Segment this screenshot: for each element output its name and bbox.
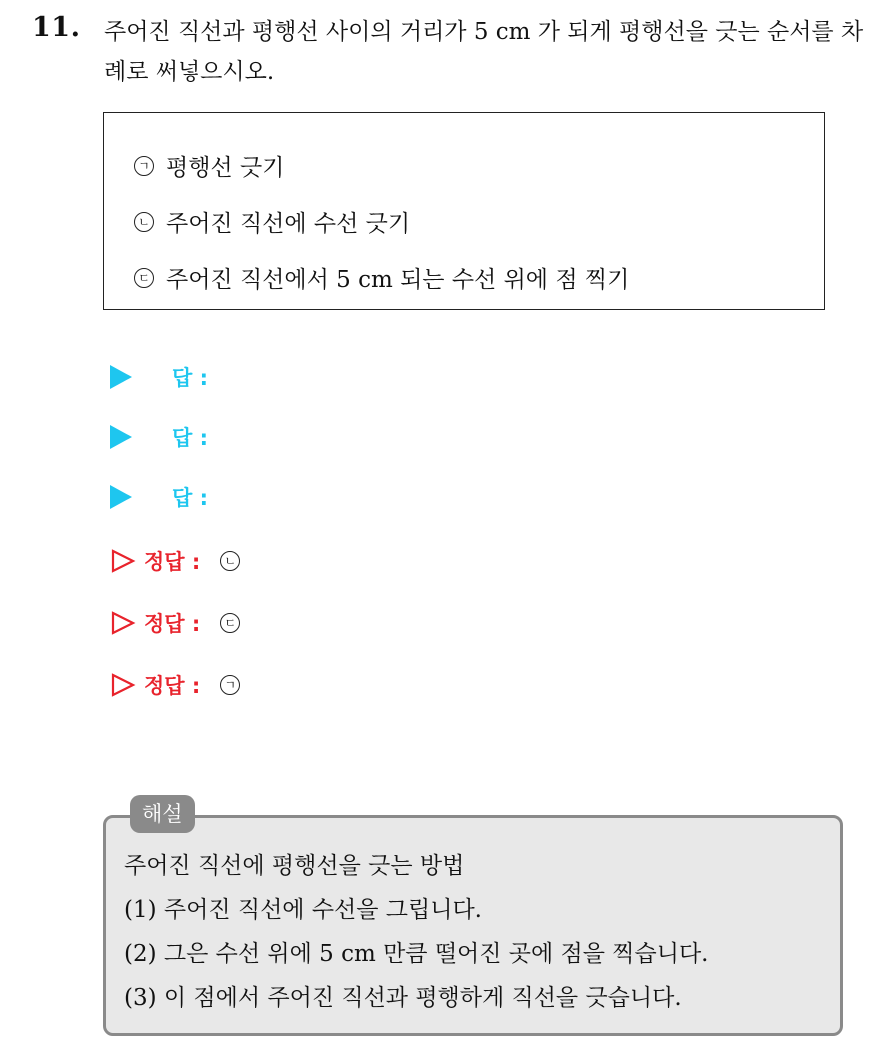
question-text: 주어진 직선과 평행선 사이의 거리가 5 cm 가 되게 평행선을 긋는 순서를 차례로 써넣으시오.	[104, 19, 864, 85]
play-triangle-icon	[110, 485, 132, 509]
circled-marker: ㄱ	[134, 156, 154, 176]
step-item	[134, 205, 410, 238]
step-item	[134, 261, 629, 294]
step-text: 주어진 직선에서 5 cm 되는 수선 위에 점 찍기	[166, 267, 630, 293]
answer-row[interactable]	[110, 482, 208, 512]
step-text: 평행선 긋기	[166, 155, 285, 181]
correct-label: 정답 :	[144, 674, 201, 698]
explanation-line: (3) 이 점에서 주어진 직선과 평행하게 직선을 긋습니다.	[124, 985, 682, 1011]
correct-answer-row	[110, 608, 240, 638]
play-triangle-icon	[110, 425, 132, 449]
correct-value: ㄴ	[220, 551, 240, 571]
outline-triangle-icon	[110, 610, 136, 636]
answer-label: 답 :	[172, 426, 208, 450]
explanation-tag: 해설	[130, 795, 195, 833]
answer-label: 답 :	[172, 366, 208, 390]
explanation-line: (2) 그은 수선 위에 5 cm 만큼 떨어진 곳에 점을 찍습니다.	[124, 941, 709, 967]
answer-row[interactable]	[110, 422, 208, 452]
correct-answer-row	[110, 546, 240, 576]
circled-marker: ㄴ	[134, 212, 154, 232]
step-item	[134, 149, 284, 182]
outline-triangle-icon	[110, 672, 136, 698]
answer-label: 답 :	[172, 486, 208, 510]
explanation-line: 주어진 직선에 평행선을 긋는 방법	[124, 853, 465, 879]
correct-label: 정답 :	[144, 612, 201, 636]
circled-marker: ㄷ	[134, 268, 154, 288]
correct-answer-row	[110, 670, 240, 700]
explanation-line: (1) 주어진 직선에 수선을 그립니다.	[124, 897, 482, 923]
question-number: 11.	[32, 12, 81, 43]
correct-value: ㄱ	[220, 675, 240, 695]
step-text: 주어진 직선에 수선 긋기	[166, 211, 411, 237]
steps-box	[103, 112, 825, 310]
correct-value: ㄷ	[220, 613, 240, 633]
outline-triangle-icon	[110, 548, 136, 574]
play-triangle-icon	[110, 365, 132, 389]
answer-row[interactable]	[110, 362, 208, 392]
correct-label: 정답 :	[144, 550, 201, 574]
